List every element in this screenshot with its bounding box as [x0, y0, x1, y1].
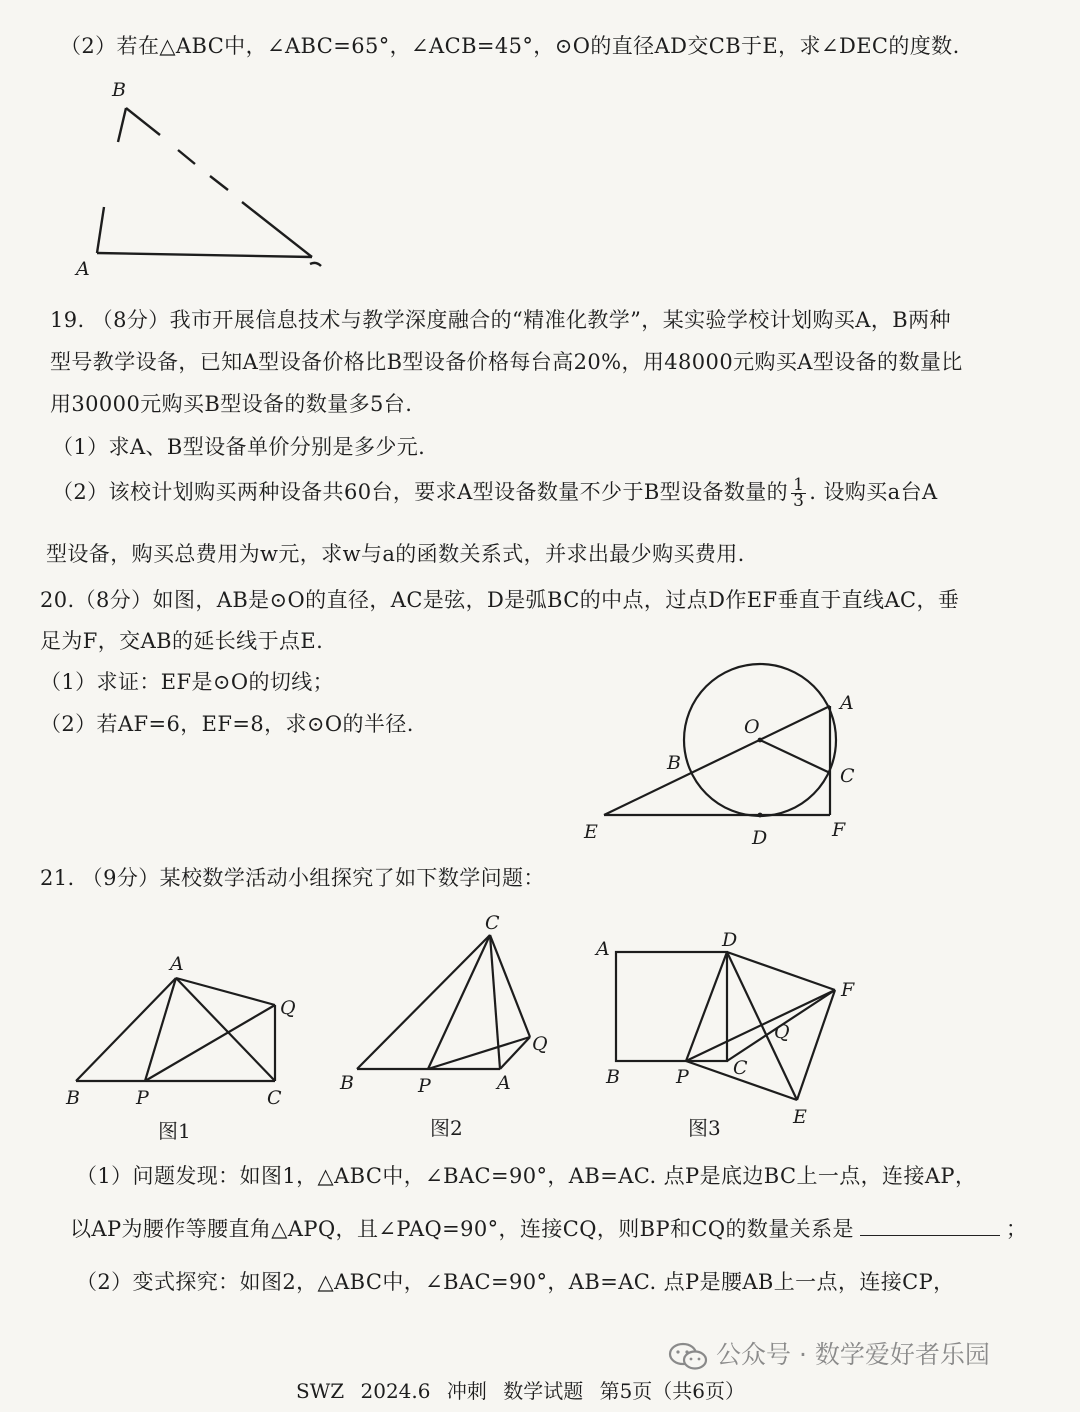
fig3-label-A: A	[596, 938, 610, 960]
fig1-seg-AC	[176, 978, 275, 1081]
q20-part2: （2）若AF=6，EF=8，求⊙O的半径.	[40, 712, 414, 736]
fig2-label-Q: Q	[532, 1033, 548, 1055]
fig3-label-C: C	[733, 1057, 748, 1079]
fig20-label-O: O	[744, 716, 760, 738]
q20-line1: 20.（8分）如图，AB是⊙O的直径，AC是弦，D是弧BC的中点，过点D作EF垂直于直线AC，垂	[40, 588, 960, 612]
fig3-caption: 图3	[688, 1116, 721, 1140]
fig2-seg-BC	[357, 935, 490, 1069]
fig3-label-B: B	[606, 1066, 620, 1088]
q21-part1-text: 以AP为腰作等腰直角△APQ，且∠PAQ=90°，连接CQ，则BP和CQ的数量关系是	[70, 1217, 854, 1241]
fig1-label-A: A	[170, 953, 184, 975]
fig1-caption: 图1	[158, 1119, 191, 1143]
fig3-label-D: D	[722, 929, 738, 951]
fig20-label-C: C	[840, 765, 855, 787]
q21-part2-line1: （2）变式探究：如图2，△ABC中，∠BAC=90°，AB=AC. 点P是腰AB上一点，连接CP，	[76, 1270, 955, 1294]
fig1-seg-AQ	[176, 978, 275, 1005]
q21-part1-end: ；	[1005, 1217, 1028, 1241]
page-footer: SWZ 2024.6 冲刺 数学试题 第5页（共6页）	[296, 1379, 746, 1403]
fig20-label-F: F	[832, 819, 846, 841]
q18-part2-text: （2）若在△ABC中，∠ABC=65°，∠ACB=45°，⊙O的直径AD交CB于E，求∠DEC的度数.	[60, 34, 960, 58]
q19-frac-den: 3	[793, 491, 805, 511]
q19-line3: 用30000元购买B型设备的数量多5台.	[50, 392, 413, 416]
fig20-label-E: E	[584, 821, 598, 843]
q19-frac-num: 1	[793, 475, 805, 495]
fig2-seg-CP	[428, 935, 490, 1069]
fig2-label-P: P	[418, 1075, 431, 1097]
watermark-text: 公众号 · 数学爱好者乐园	[716, 1340, 990, 1369]
q19-part2-after: . 设购买a台A	[809, 480, 938, 504]
fig2-label-C: C	[485, 912, 500, 934]
fig3-label-E: E	[793, 1106, 807, 1128]
q19-line1: 19. （8分）我市开展信息技术与教学深度融合的“精准化教学”，某实验学校计划购买A，B两种	[50, 308, 951, 332]
fig20-label-A: A	[840, 692, 854, 714]
fig2-lines	[357, 935, 530, 1069]
fig3-label-P: P	[676, 1066, 689, 1088]
fig1-lines	[76, 978, 275, 1081]
fig3-lines	[616, 952, 835, 1100]
q19-line2: 型号教学设备，已知A型设备价格比B型设备价格每台高20%，用48000元购买A型设备的数量比	[50, 350, 963, 374]
fig18-label-B: B	[112, 79, 126, 101]
q20-line2: 足为F，交AB的延长线于点E.	[40, 629, 324, 653]
fig20-label-D: D	[752, 827, 768, 849]
watermark	[668, 1335, 990, 1371]
q19-part2-before: （2）该校计划购买两种设备共60台，要求A型设备数量不少于B型设备数量的	[52, 480, 789, 504]
fig1-label-C: C	[267, 1087, 282, 1109]
q19-part1: （1）求A、B型设备单价分别是多少元.	[52, 435, 426, 459]
fig1-label-B: B	[66, 1087, 80, 1109]
q21-part1-line2	[70, 1215, 1027, 1243]
fig20-label-B: B	[667, 752, 681, 774]
fig3-square-ABCD	[616, 952, 727, 1061]
fig2-label-A: A	[497, 1072, 511, 1094]
fig3-label-F: F	[841, 979, 855, 1001]
fig2-caption: 图2	[430, 1116, 463, 1140]
wechat-icon	[668, 1342, 708, 1370]
fig3-label-Q: Q	[774, 1021, 790, 1043]
fig1-label-P: P	[136, 1087, 149, 1109]
answer-blank	[860, 1215, 1000, 1236]
fig1-label-Q: Q	[280, 997, 296, 1019]
q19-part2-line2: 型设备，购买总费用为w元，求w与a的函数关系式，并求出最少购买费用.	[46, 542, 745, 566]
q21-part1-line1: （1）问题发现：如图1，△ABC中，∠BAC=90°，AB=AC. 点P是底边BC上一点，连接AP，	[76, 1164, 977, 1188]
q21-line1: 21. （9分）某校数学活动小组探究了如下数学问题：	[40, 866, 545, 890]
fig18-label-A: A	[76, 258, 90, 280]
q20-part1: （1）求证：EF是⊙O的切线；	[40, 670, 335, 694]
fig2-label-B: B	[340, 1072, 354, 1094]
